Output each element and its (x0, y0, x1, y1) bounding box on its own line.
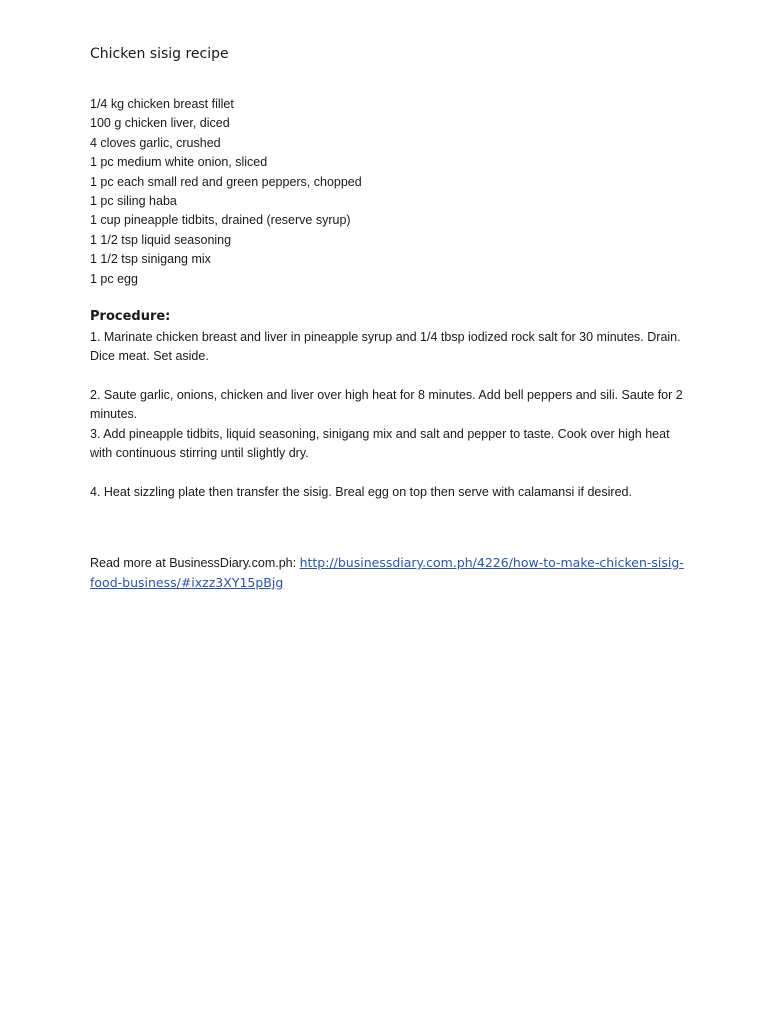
ingredient-item: 4 cloves garlic, crushed (90, 135, 221, 150)
procedure-step-3: 3. Add pineapple tidbits, liquid seasoning, sinigang mix and salt and pepper to taste. Cook over high heat with continuous stirring until slightly dry. (90, 427, 670, 461)
ingredient-item: 100 g chicken liver, diced (90, 116, 230, 131)
page-title: Chicken sisig recipe (90, 46, 229, 62)
ingredient-item: 1 pc medium white onion, sliced (90, 155, 268, 170)
ingredient-item: 1 pc siling haba (90, 194, 177, 209)
ingredient-item: 1 1/2 tsp sinigang mix (90, 252, 211, 267)
ingredient-item: 1/4 kg chicken breast fillet (90, 97, 234, 111)
source-link[interactable]: http://businessdiary.com.ph/4226/how-to-make-chicken-sisig-food-business/#ixzz3XY15pBjg (90, 555, 684, 590)
ingredient-item: 1 1/2 tsp liquid seasoning (90, 232, 232, 247)
procedure-step-1: 1. Marinate chicken breast and liver in pineapple syrup and 1/4 tbsp iodized rock salt for 30 minutes. Drain. Dice meat. Set aside. (90, 330, 681, 364)
procedure-step-2: 2. Saute garlic, onions, chicken and liver over high heat for 8 minutes. Add bell peppers and sili. Saute for 2 minutes. (90, 388, 683, 422)
ingredient-item: 1 pc egg (90, 271, 138, 286)
ingredient-item: 1 cup pineapple tidbits, drained (reserve syrup) (90, 213, 351, 228)
ingredient-item: 1 pc each small red and green peppers, chopped (90, 174, 362, 189)
procedure-heading: Procedure: (90, 309, 171, 324)
read-more-prefix: Read more at BusinessDiary.com.ph: (90, 556, 300, 570)
procedure-step-4: 4. Heat sizzling plate then transfer the sisig. Breal egg on top then serve with calamansi if desired. (90, 485, 632, 499)
read-more-line (90, 553, 690, 592)
ingredient-list (90, 95, 362, 289)
